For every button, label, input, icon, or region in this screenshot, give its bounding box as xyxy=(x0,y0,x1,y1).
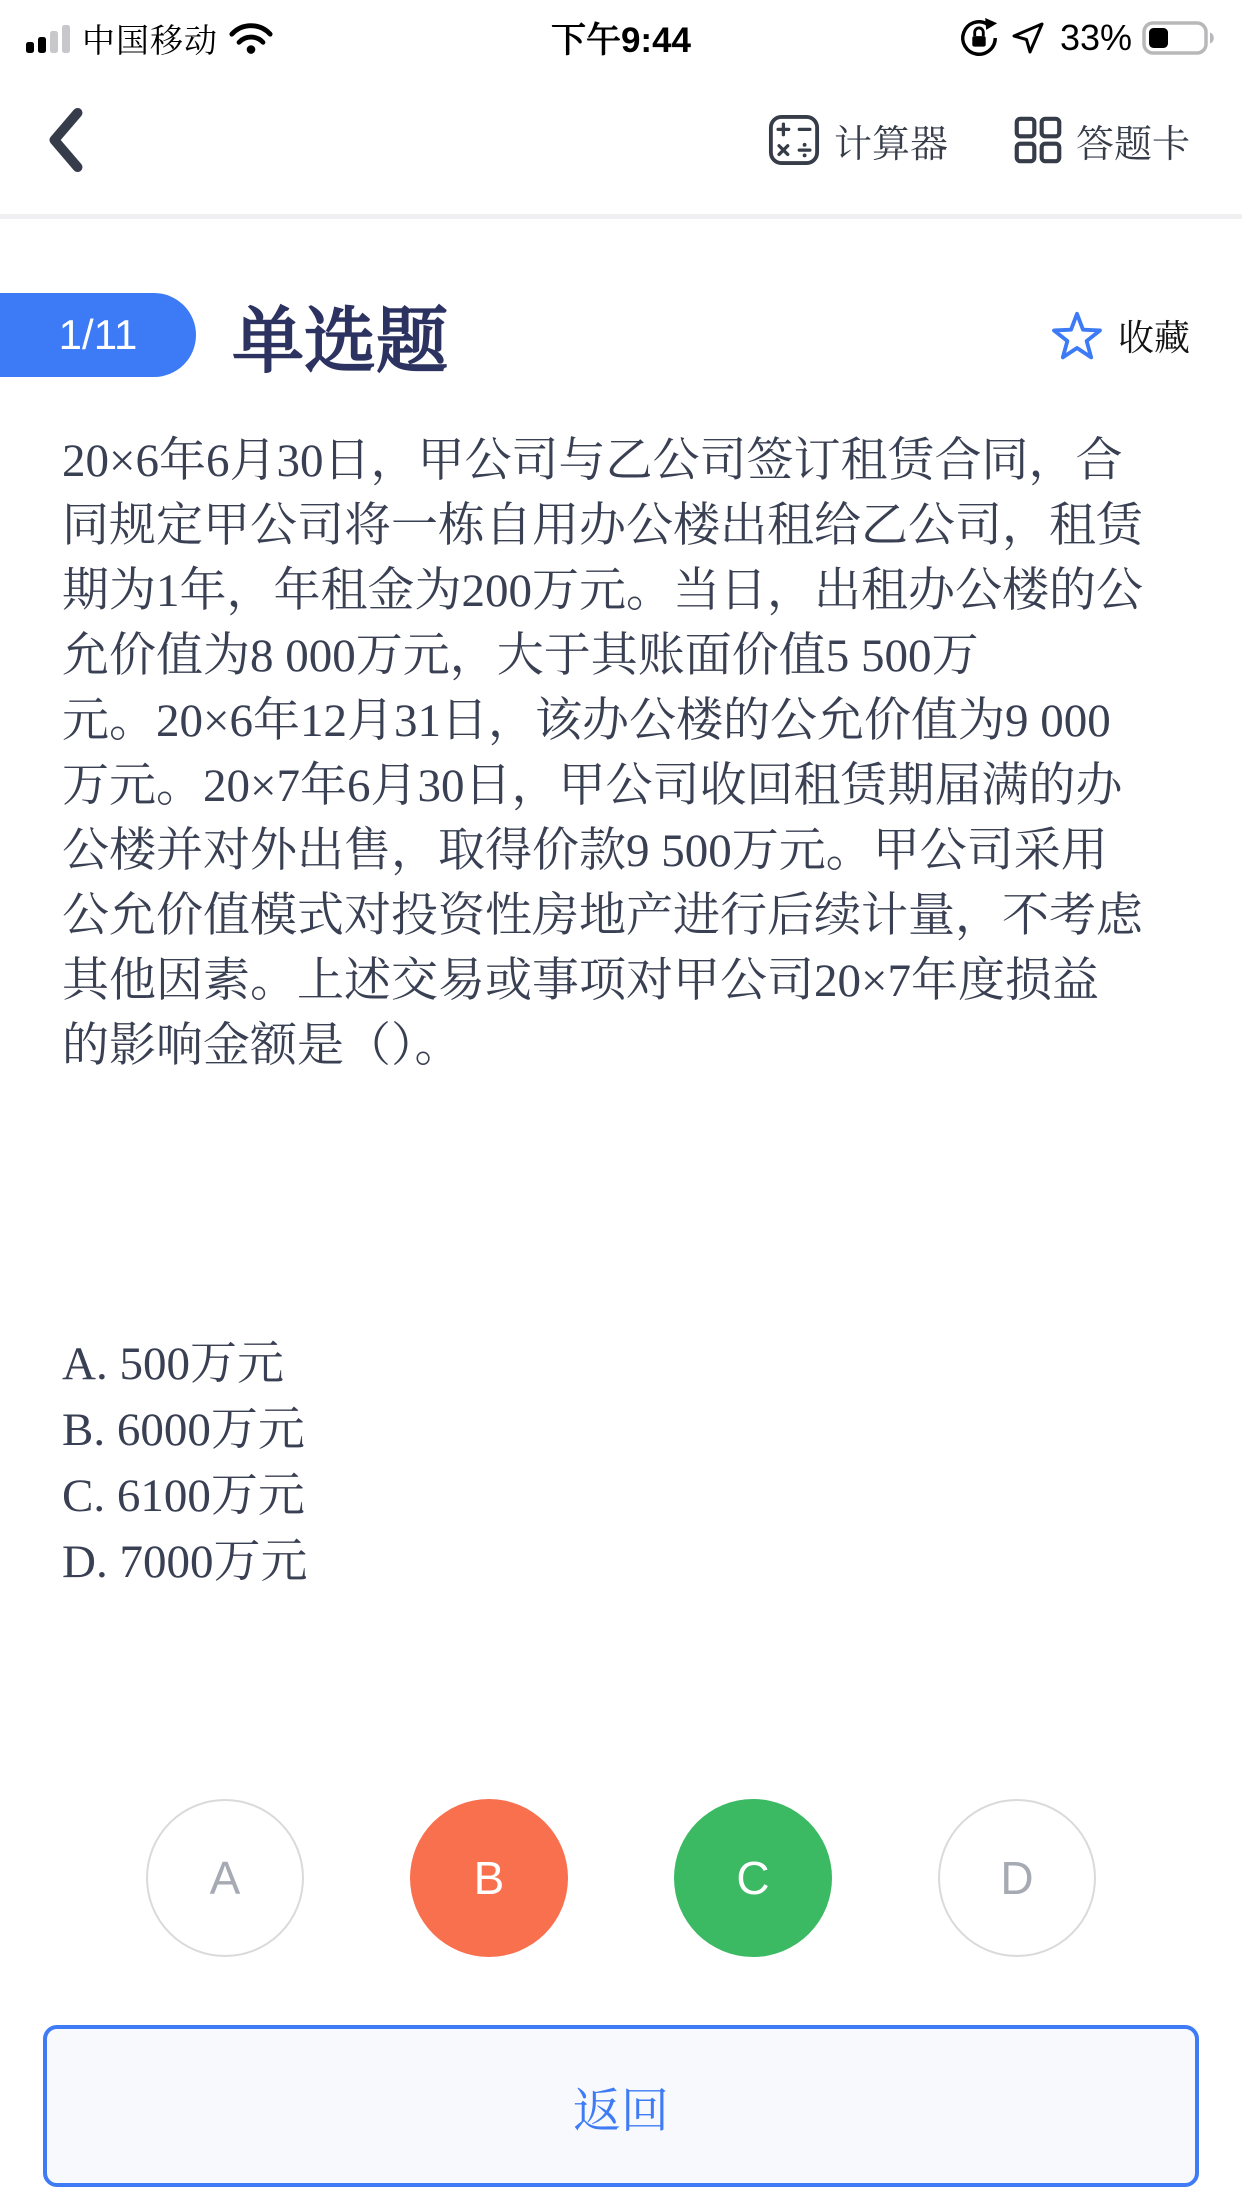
battery-icon xyxy=(1142,21,1216,55)
option-b: B. 6000万元 xyxy=(62,1404,305,1456)
grid-icon xyxy=(1014,116,1062,164)
calculator-button[interactable] xyxy=(768,113,948,168)
question-header xyxy=(0,283,1242,387)
question-index-badge: 1/11 xyxy=(0,293,196,377)
nav-header xyxy=(0,66,1242,214)
answer-card-label: 答题卡 xyxy=(1075,123,1190,166)
rotation-lock-icon xyxy=(958,17,1000,59)
status-bar xyxy=(0,0,1242,66)
option-c: C. 6100万元 xyxy=(62,1470,305,1522)
answer-circle-a[interactable]: A xyxy=(146,1799,304,1957)
calculator-icon xyxy=(768,114,820,166)
question-line: 万元。20×7年6月30日，甲公司收回租赁期届满的办 xyxy=(62,760,1123,812)
answer-circle-b[interactable]: B xyxy=(410,1799,568,1957)
question-type-title: 单选题 xyxy=(232,302,449,382)
signal-strength-icon xyxy=(26,23,72,53)
answer-circle-d[interactable]: D xyxy=(938,1799,1096,1957)
question-text xyxy=(62,429,1194,1079)
question-line: 20×6年6月30日，甲公司与乙公司签订租赁合同，合 xyxy=(62,435,1123,487)
question-line: 的影响金额是（）。 xyxy=(62,1020,462,1072)
favorite-button[interactable] xyxy=(1050,308,1190,362)
answer-card-button[interactable] xyxy=(1014,113,1190,168)
clock-time: 下午9:44 xyxy=(550,21,692,60)
star-icon xyxy=(1050,308,1104,362)
header-divider xyxy=(0,214,1242,219)
question-line: 同规定甲公司将一栋自用办公楼出租给乙公司，租赁 xyxy=(62,500,1143,552)
question-line: 公楼并对外出售，取得价款9 500万元。甲公司采用 xyxy=(62,825,1108,877)
return-button[interactable]: 返回 xyxy=(43,2025,1199,2187)
question-line: 元。20×6年12月31日，该办公楼的公允价值为9 000 xyxy=(62,695,1111,747)
battery-percent: 33% xyxy=(1059,17,1132,58)
question-line: 公允价值模式对投资性房地产进行后续计量，不考虑 xyxy=(62,890,1143,942)
question-line: 允价值为8 000万元，大于其账面价值5 500万 xyxy=(62,630,979,682)
chevron-left-icon xyxy=(44,107,86,173)
answer-circle-c[interactable]: C xyxy=(674,1799,832,1957)
option-d: D. 7000万元 xyxy=(62,1536,308,1588)
carrier-label: 中国移动 xyxy=(82,21,218,59)
options-list xyxy=(62,1331,1194,1595)
wifi-icon xyxy=(228,21,274,55)
question-line: 其他因素。上述交易或事项对甲公司20×7年度损益 xyxy=(62,955,1100,1007)
location-arrow-icon xyxy=(1010,20,1046,56)
back-button[interactable] xyxy=(44,107,86,173)
calculator-label: 计算器 xyxy=(833,123,948,166)
option-a: A. 500万元 xyxy=(62,1338,284,1390)
favorite-label: 收藏 xyxy=(1117,316,1190,358)
question-line: 期为1年，年租金为200万元。当日，出租办公楼的公 xyxy=(62,565,1143,617)
answer-circle-row xyxy=(0,1799,1242,1957)
